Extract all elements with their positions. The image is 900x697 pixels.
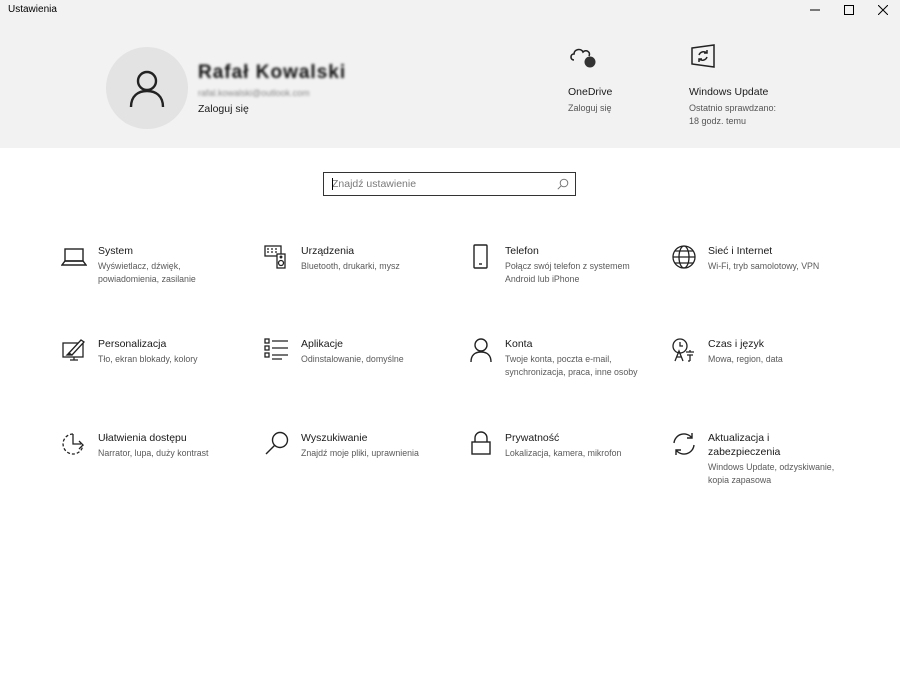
onedrive-cloud-icon [568, 43, 596, 71]
search-icon [264, 431, 290, 457]
search-box[interactable] [323, 172, 576, 196]
tile-search[interactable] [264, 431, 441, 460]
maximize-button[interactable] [832, 0, 866, 20]
tile-name: System [98, 245, 134, 257]
laptop-icon [61, 244, 87, 270]
person-icon [468, 337, 494, 363]
windows-update-title: Windows Update [689, 86, 769, 98]
tile-name: Wyszukiwanie [301, 432, 368, 444]
account-signin-link[interactable]: Zaloguj się [198, 103, 249, 115]
tile-desc: Odinstalowanie, domyślne [301, 354, 404, 364]
phone-icon [468, 244, 494, 270]
windows-update-icon [689, 43, 717, 71]
close-icon [878, 5, 888, 15]
tile-personalization[interactable] [61, 337, 238, 366]
close-button[interactable] [866, 0, 900, 20]
tile-name: Telefon [505, 245, 539, 257]
minimize-icon [810, 5, 820, 15]
windows-update-tile[interactable] [689, 43, 779, 127]
tile-system[interactable] [61, 244, 238, 285]
search-icon[interactable] [557, 178, 569, 190]
user-email: rafal.kowalski@outlook.com [198, 88, 310, 98]
search-input[interactable] [324, 173, 549, 195]
lock-icon [468, 431, 494, 457]
tile-name: Sieć i Internet [708, 245, 773, 257]
sync-icon [671, 431, 697, 457]
apps-list-icon [264, 337, 290, 363]
tile-privacy[interactable] [468, 431, 645, 460]
tile-desc: Twoje konta, poczta e-mail, synchronizacja, praca, inne osoby [505, 354, 638, 377]
tile-desc: Mowa, region, data [708, 354, 783, 364]
tile-name: Konta [505, 338, 533, 350]
tile-desc: Wyświetlacz, dźwięk, powiadomienia, zasilanie [98, 261, 196, 284]
onedrive-subtitle: Zaloguj się [568, 103, 612, 113]
text-cursor [332, 178, 333, 190]
time-language-icon [671, 337, 697, 363]
window-title: Ustawienia [8, 4, 57, 15]
tile-apps[interactable] [264, 337, 441, 366]
tile-desc: Lokalizacja, kamera, mikrofon [505, 448, 622, 458]
user-name: Rafał Kowalski [198, 62, 347, 83]
avatar[interactable] [106, 47, 188, 129]
minimize-button[interactable] [798, 0, 832, 20]
tile-desc: Tło, ekran blokady, kolory [98, 354, 198, 364]
paint-tablet-icon [61, 337, 87, 363]
person-icon [127, 68, 167, 108]
tile-name: Prywatność [505, 432, 560, 444]
windows-update-subtitle: Ostatnio sprawdzano: 18 godz. temu [689, 103, 777, 126]
tile-name: Aktualizacja i zabezpieczenia [708, 432, 781, 458]
tile-time-language[interactable] [671, 337, 848, 366]
tile-name: Urządzenia [301, 245, 355, 257]
tile-update-security[interactable] [671, 431, 843, 486]
tile-desc: Znajdź moje pliki, uprawnienia [301, 448, 419, 458]
onedrive-title: OneDrive [568, 86, 613, 98]
globe-icon [671, 244, 697, 270]
tile-accounts[interactable] [468, 337, 645, 378]
accessibility-timer-icon [61, 431, 87, 457]
maximize-icon [844, 5, 854, 15]
keyboard-speaker-icon [264, 244, 290, 270]
tile-phone[interactable] [468, 244, 645, 285]
tile-name: Ułatwienia dostępu [98, 432, 187, 444]
onedrive-tile[interactable] [568, 43, 658, 115]
account-header [0, 0, 900, 148]
tile-desc: Narrator, lupa, duży kontrast [98, 448, 209, 458]
tile-name: Aplikacje [301, 338, 344, 350]
tile-desc: Wi-Fi, tryb samolotowy, VPN [708, 261, 820, 271]
tile-desc: Bluetooth, drukarki, mysz [301, 261, 400, 271]
tile-desc: Połącz swój telefon z systemem Android lub iPhone [505, 261, 630, 284]
tile-desc: Windows Update, odzyskiwanie, kopia zapasowa [708, 462, 835, 485]
title-bar[interactable] [0, 0, 900, 20]
tile-devices[interactable] [264, 244, 441, 273]
tile-name: Personalizacja [98, 338, 167, 350]
tile-accessibility[interactable] [61, 431, 238, 460]
tile-name: Czas i język [708, 338, 765, 350]
tile-network[interactable] [671, 244, 848, 273]
